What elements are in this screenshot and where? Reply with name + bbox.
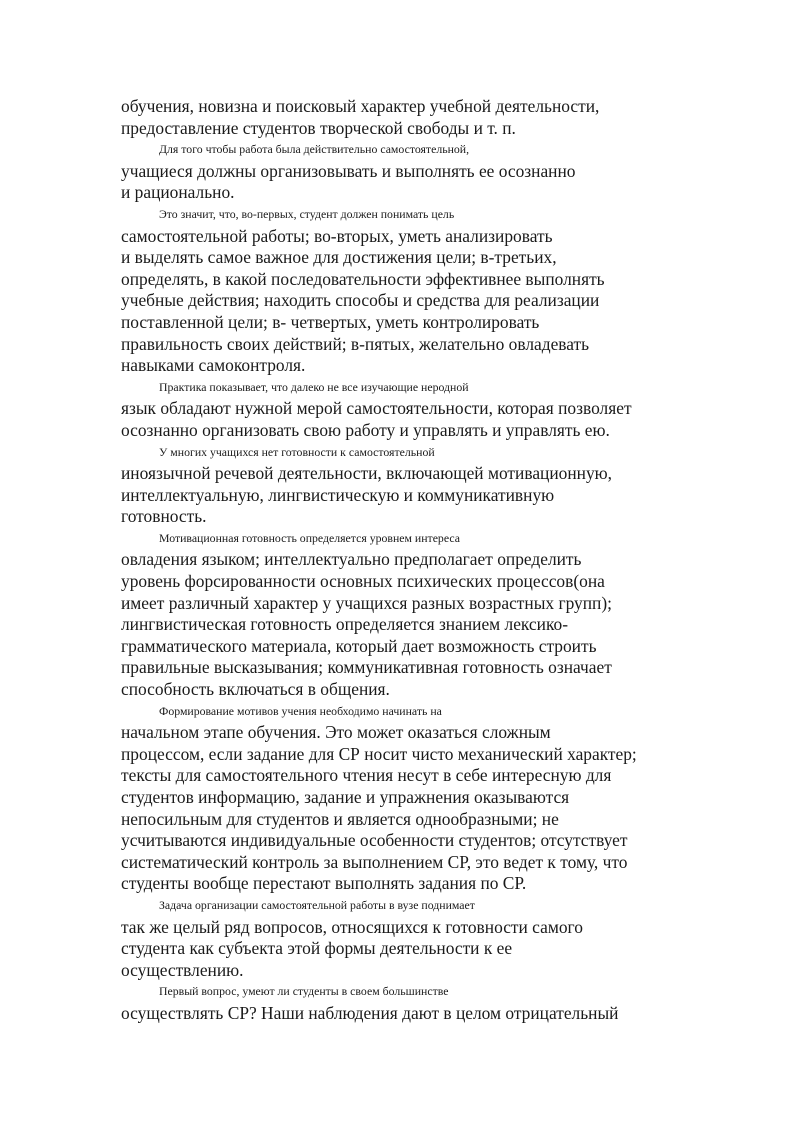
text-line: тексты для самостоятельного чтения несут в себе интересную для	[121, 765, 612, 786]
text-line: и рационально.	[121, 182, 235, 203]
text-line: обучения, новизна и поисковый характер учебной деятельности,	[121, 96, 600, 116]
text-line: лингвистическая готовность определяется знанием лексико-	[121, 614, 569, 635]
paragraph-first-line: Для того чтобы работа была действительно самостоятельной,	[159, 142, 470, 157]
paragraph-first-line: Формирование мотивов учения необходимо начинать на	[159, 703, 442, 718]
text-line: студента как субъекта этой формы деятельности к ее	[121, 938, 513, 959]
text-line: иноязычной речевой деятельности, включающей мотивационную,	[121, 463, 612, 484]
text-line: осуществлению.	[121, 959, 244, 980]
text-line: студентов информацию, задание и упражнения оказываются	[121, 787, 570, 807]
paragraph-first-line: Задача организации самостоятельной работы в вузе поднимает	[159, 897, 475, 912]
text-line: и выделять самое важное для достижения цели; в-третьих,	[121, 247, 557, 268]
text-line: правильные высказывания; коммуникативная готовность означает	[121, 657, 612, 678]
text-line: осознанно организовать свою работу и управлять и управлять ею.	[121, 419, 610, 440]
text-line: предоставление студентов творческой свободы и т. п.	[121, 117, 516, 138]
paragraph-first-line: Это значит, что, во-первых, студент должен понимать цель	[159, 206, 455, 221]
text-line: интеллектуальную, лингвистическую и коммуникативную	[121, 484, 555, 505]
text-line: процессом, если задание для СР носит чисто механический характер;	[121, 743, 637, 764]
text-line: имеет различный характер у учащихся разных возрастных групп);	[121, 592, 612, 613]
text-line: осуществлять СР? Наши наблюдения дают в целом отрицательный	[121, 1002, 619, 1023]
text-line: язык обладают нужной мерой самостоятельности, которая позволяет	[121, 398, 632, 419]
text-line: так же целый ряд вопросов, относящихся к готовности самого	[121, 916, 583, 937]
text-line: уровень форсированности основных психических процессов(она	[121, 571, 605, 592]
text-line: поставленной цели; в- четвертых, уметь контролировать	[121, 311, 540, 332]
text-line: учебные действия; находить способы и средства для реализации	[121, 290, 600, 311]
text-line: учащиеся должны организовывать и выполнять ее осознанно	[121, 160, 576, 181]
body-text	[121, 96, 681, 1025]
text-line: способность включаться в общения.	[121, 679, 390, 700]
text-line: готовность.	[121, 506, 207, 527]
text-line: усчитываются индивидуальные особенности студентов; отсутствует	[121, 830, 628, 851]
text-line: непосильным для студентов и является однообразными; не	[121, 808, 559, 829]
paragraph-first-line: Практика показывает, что далеко не все изучающие неродной	[159, 379, 469, 394]
text-line: систематический контроль за выполнением СР, это ведет к тому, что	[121, 851, 628, 872]
text-line: овладения языком; интеллектуально предполагает определить	[121, 549, 582, 570]
text-line: начальном этапе обучения. Это может оказаться сложным	[121, 722, 551, 743]
text-line: навыками самоконтроля.	[121, 355, 306, 376]
paragraph-first-line: Первый вопрос, умеют ли студенты в своем большинстве	[159, 984, 449, 999]
text-line: правильность своих действий; в-пятых, желательно овладевать	[121, 333, 590, 354]
text-line: самостоятельной работы; во-вторых, уметь анализировать	[121, 225, 553, 246]
paragraph-first-line: У многих учащихся нет готовности к самостоятельной	[159, 444, 435, 459]
text-line: определять, в какой последовательности эффективнее выполнять	[121, 268, 605, 289]
text-line: грамматического материала, который дает возможность строить	[121, 635, 597, 656]
paragraph-first-line: Мотивационная готовность определяется уровнем интереса	[159, 530, 460, 545]
text-line: студенты вообще перестают выполнять задания по СР.	[121, 873, 527, 894]
